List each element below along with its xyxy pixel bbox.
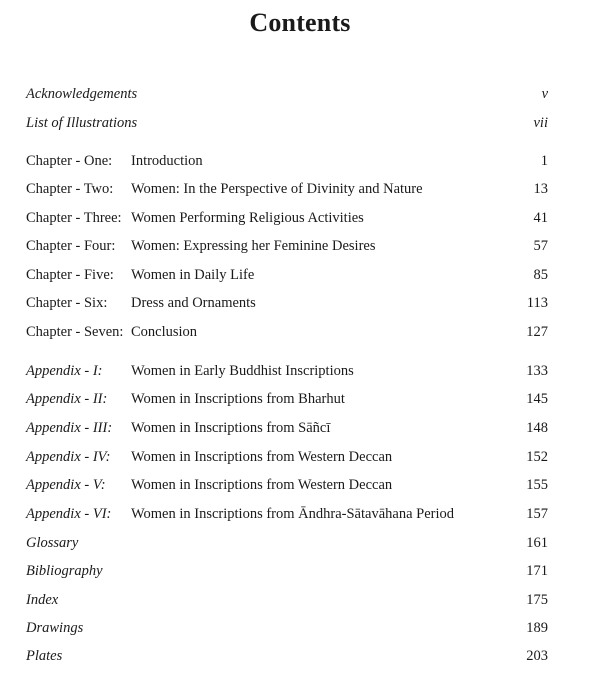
toc-entry-page: 171 <box>526 563 548 579</box>
toc-entry-appendix-iii[interactable] <box>26 418 548 438</box>
toc-entry-appendix-vi[interactable] <box>26 504 548 524</box>
toc-entry-page: 203 <box>526 648 548 664</box>
toc-entry-acknowledgements[interactable] <box>26 84 548 104</box>
chapter-label: Chapter - Three: <box>26 210 122 226</box>
appendix-label: Appendix - IV: <box>26 449 111 465</box>
toc-entry-page: 189 <box>526 620 548 636</box>
chapter-title: Women in Daily Life <box>131 267 255 283</box>
toc-entry-page: 152 <box>526 449 548 465</box>
toc-entry-chapter-four[interactable] <box>26 236 548 256</box>
toc-entry-label: Bibliography <box>26 563 103 579</box>
appendix-label: Appendix - V: <box>26 477 106 493</box>
toc-entry-page: 1 <box>540 153 548 169</box>
toc-entry-page: 145 <box>526 391 548 407</box>
chapter-label: Chapter - Five: <box>26 267 114 283</box>
chapter-title: Women: Expressing her Feminine Desires <box>131 238 376 254</box>
toc-entry-bibliography[interactable] <box>26 561 548 581</box>
appendix-title: Women in Inscriptions from Western Deccan <box>131 477 393 493</box>
appendix-label: Appendix - I: <box>26 363 103 379</box>
toc-entry-label: Drawings <box>26 620 84 636</box>
toc-entry-label: List of Illustrations <box>26 115 138 131</box>
toc-entry-page: 127 <box>526 324 548 340</box>
toc-entry-index[interactable] <box>26 590 548 610</box>
appendix-label: Appendix - II: <box>26 391 108 407</box>
toc-entry-page: 148 <box>526 420 548 436</box>
toc-entry-chapter-three[interactable] <box>26 208 548 228</box>
toc-entry-page: 85 <box>533 267 548 283</box>
page-title: Contents <box>249 8 351 37</box>
toc-entry-page: 13 <box>533 181 548 197</box>
toc-entry-glossary[interactable] <box>26 533 548 553</box>
chapter-label: Chapter - One: <box>26 153 113 169</box>
toc-entry-page: vii <box>533 115 548 131</box>
toc-entry-page: 161 <box>526 535 548 551</box>
toc-entry-appendix-v[interactable] <box>26 475 548 495</box>
toc-entry-plates[interactable] <box>26 646 548 666</box>
appendix-label: Appendix - III: <box>26 420 113 436</box>
toc-entry-chapter-seven[interactable] <box>26 322 548 342</box>
chapter-title: Women: In the Perspective of Divinity and Nature <box>131 181 423 197</box>
toc-entry-appendix-ii[interactable] <box>26 389 548 409</box>
chapter-title: Dress and Ornaments <box>131 295 256 311</box>
toc-entry-chapter-six[interactable] <box>26 293 548 313</box>
chapter-label: Chapter - Four: <box>26 238 116 254</box>
toc-entry-page: 41 <box>533 210 548 226</box>
chapter-title: Introduction <box>131 153 203 169</box>
toc-entry-chapter-one[interactable] <box>26 151 548 171</box>
toc-entry-label: Glossary <box>26 535 79 551</box>
toc-entry-label: Plates <box>26 648 63 664</box>
chapter-label: Chapter - Two: <box>26 181 114 197</box>
toc-entry-page: v <box>541 86 548 102</box>
toc-entry-page: 133 <box>526 363 548 379</box>
toc-entry-drawings[interactable] <box>26 618 548 638</box>
appendix-title: Women in Inscriptions from Bharhut <box>131 391 345 407</box>
toc-entry-page: 157 <box>526 506 548 522</box>
toc-entry-chapter-five[interactable] <box>26 265 548 285</box>
chapter-title: Conclusion <box>131 324 198 340</box>
toc-entry-page: 113 <box>526 295 548 311</box>
toc-entry-page: 155 <box>526 477 548 493</box>
toc-entry-appendix-i[interactable] <box>26 361 548 381</box>
chapter-label: Chapter - Seven: <box>26 324 124 340</box>
appendix-title: Women in Early Buddhist Inscriptions <box>131 363 354 379</box>
toc-entry-chapter-two[interactable] <box>26 179 548 199</box>
toc-entry-label: Index <box>26 592 59 608</box>
appendix-label: Appendix - VI: <box>26 506 112 522</box>
appendix-title: Women in Inscriptions from Sāñcī <box>131 420 331 436</box>
appendix-title: Women in Inscriptions from Western Deccan <box>131 449 393 465</box>
toc-entry-page: 175 <box>526 592 548 608</box>
appendix-title: Women in Inscriptions from Āndhra-Sātavāhana Period <box>131 506 454 522</box>
toc-entry-appendix-iv[interactable] <box>26 447 548 467</box>
toc-entry-label: Acknowledgements <box>26 86 138 102</box>
toc-entry-list-of-illustrations[interactable] <box>26 113 548 133</box>
toc-entry-page: 57 <box>533 238 548 254</box>
chapter-title: Women Performing Religious Activities <box>131 210 364 226</box>
chapter-label: Chapter - Six: <box>26 295 108 311</box>
